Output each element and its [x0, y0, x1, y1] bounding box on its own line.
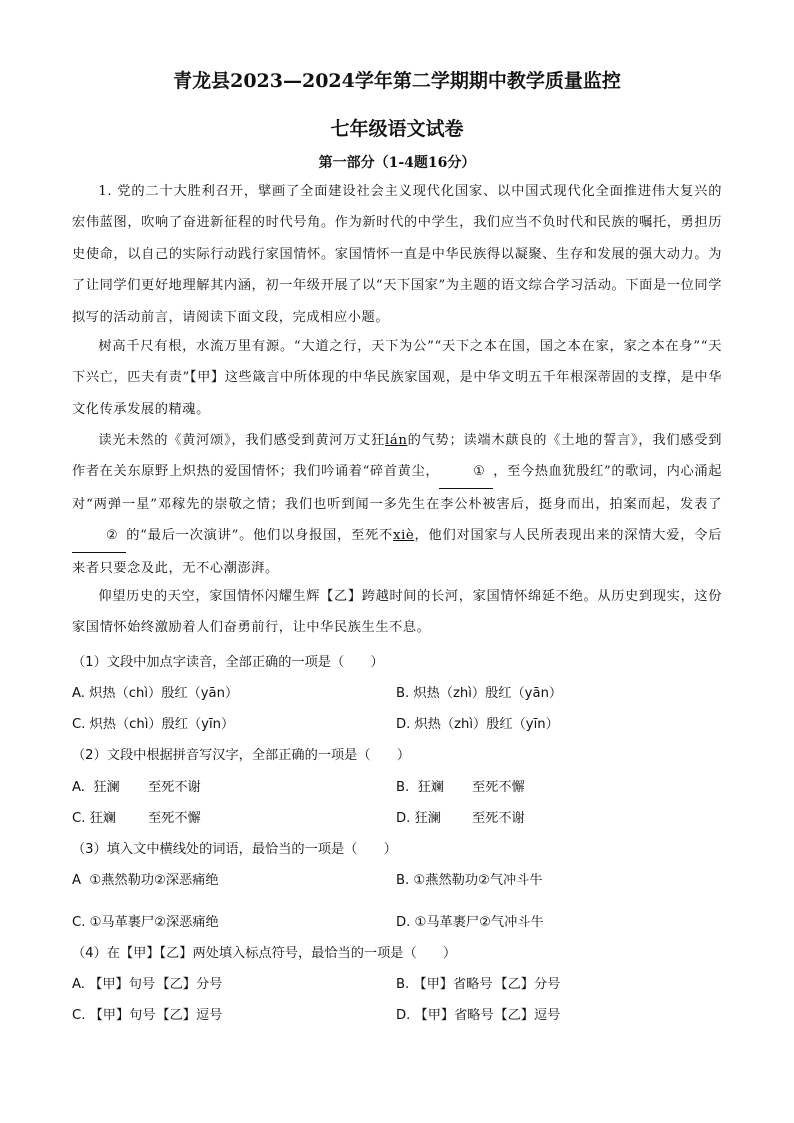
q1-option-a[interactable]: A. 炽热（chì）殷红（yān） [72, 686, 239, 701]
option-mark-2: 【乙】逗号 [156, 1008, 223, 1023]
option-mark-2: 【乙】分号 [494, 977, 561, 992]
text-run: ，他们对国家与人民所表现出来的深情大爱，令后来者只要念及此，无不心潮澎湃。 [72, 528, 722, 576]
q1-option-b[interactable]: B. 炽热（zhì）殷红（yān） [396, 686, 563, 701]
option-mark-2: 【乙】分号 [156, 977, 223, 992]
q1-option-c[interactable]: C. 炽热（chì）殷红（yīn） [72, 717, 235, 732]
passage-paragraph-3: 仰望历史的天空，家国情怀闪耀生辉【乙】跨越时间的长河，家国情怀绵延不绝。从历史到现实，这份家国情怀始终激励着人们奋勇前行，让中华民族生生不息。 [72, 589, 722, 636]
option-phrase: 至死不懈 [472, 780, 525, 795]
text-run: ，至今热血犹殷红”的歌词，内心涌起对“两弹一星”邓稼先的崇敬之情；我们也听到闻一多先生在李公朴被害后，挺身而出，拍案而起，发表了 [72, 464, 722, 512]
text-run: 的气势；读端木蕻良的《土地的誓言》，我们感受到作者在关东原野上炽热的爱国情怀；我们吟诵着“碎首黄尘， [72, 433, 722, 480]
option-word: D. 狂澜 [396, 811, 441, 826]
option-mark-1: C. 【甲】句号 [72, 1008, 156, 1023]
option-phrase: 至死不懈 [148, 811, 201, 826]
q2-option-a[interactable] [72, 776, 201, 795]
option-word: C. 狂斓 [72, 811, 116, 826]
pinyin-xie: xiè [393, 528, 415, 544]
exam-title: 青龙县2023—2024学年第二学期期中教学质量监控 [173, 70, 621, 92]
question-2-stem: （2）文段中根据拼音写汉字，全部正确的一项是（ ） [72, 748, 411, 763]
option-mark-1: D. 【甲】省略号 [396, 1008, 494, 1023]
q3-option-a[interactable]: A ①燕然勒功②深恶痛绝 [72, 873, 219, 888]
option-mark-2: 【乙】逗号 [494, 1008, 561, 1023]
section-heading: 第一部分（1-4题16分） [318, 155, 476, 171]
option-mark-1: B. 【甲】省略号 [396, 977, 493, 992]
q3-option-d[interactable]: D. ①马革裹尸②气冲斗牛 [396, 915, 544, 930]
q1-option-d[interactable]: D. 炽热（zhì）殷红（yīn） [396, 717, 559, 732]
question-1-stem: （1）文段中加点字读音，全部正确的一项是（ ） [72, 655, 384, 670]
option-phrase: 至死不谢 [148, 780, 201, 795]
option-word: A. 狂澜 [72, 780, 120, 795]
q2-option-b[interactable] [396, 776, 525, 795]
passage-intro: 1. 党的二十大胜利召开，擘画了全面建设社会主义现代化国家、以中国式现代化全面推进伟大复兴的宏伟蓝图，吹响了奋进新征程的时代号角。作为新时代的中学生，我们应当不负时代和民族的嘱托，勇担历史使命，以自己的实际行动践行家国情怀。家国情怀一直是中华民族得以凝聚、生存和发展的强大动力。为了让同学们更好地理解其内涵，初一年级开展了以“天下国家”为主题的语文综合学习活动。下面是一位同学拟写的活动前言，请阅读下面文段，完成相应小题。 [72, 184, 722, 325]
blank-2: ② [72, 520, 126, 552]
passage-paragraph-1: 树高千尺有根，水流万里有源。“大道之行，天下为公”“天下之本在国，国之本在家，家之本在身”“天下兴亡，匹夫有责”【甲】这些箴言中所体现的中华民族家国观，是中华文明五千年根深蒂固的支撑，是中华文化传承发展的精魂。 [72, 339, 722, 417]
option-word: B. 狂斓 [396, 780, 444, 795]
text-run: 的“最后一次演讲”。他们以身报国，至死不 [126, 528, 394, 544]
pinyin-lan: lán [385, 433, 408, 448]
passage-paragraph-2 [72, 425, 722, 584]
q2-option-d[interactable] [396, 807, 525, 826]
q3-option-b[interactable]: B. ①燕然勒功②气冲斗牛 [396, 873, 543, 888]
q4-option-b[interactable] [396, 973, 560, 992]
exam-subtitle: 七年级语文试卷 [330, 118, 464, 140]
q2-option-c[interactable] [72, 807, 201, 826]
question-4-stem: （4）在【甲】【乙】两处填入标点符号，最恰当的一项是（ ） [72, 946, 457, 961]
text-run: 读光未然的《黄河颂》，我们感受到黄河万丈狂 [98, 433, 386, 448]
option-phrase: 至死不谢 [472, 811, 525, 826]
option-mark-1: A. 【甲】句号 [72, 977, 156, 992]
q3-option-c[interactable]: C. ①马革裹尸②深恶痛绝 [72, 915, 219, 930]
q4-option-d[interactable] [396, 1004, 560, 1023]
q4-option-a[interactable] [72, 973, 222, 992]
blank-1: ① [439, 456, 493, 488]
question-3-stem: （3）填入文中横线处的词语，最恰当的一项是（ ） [72, 842, 397, 857]
q4-option-c[interactable] [72, 1004, 222, 1023]
